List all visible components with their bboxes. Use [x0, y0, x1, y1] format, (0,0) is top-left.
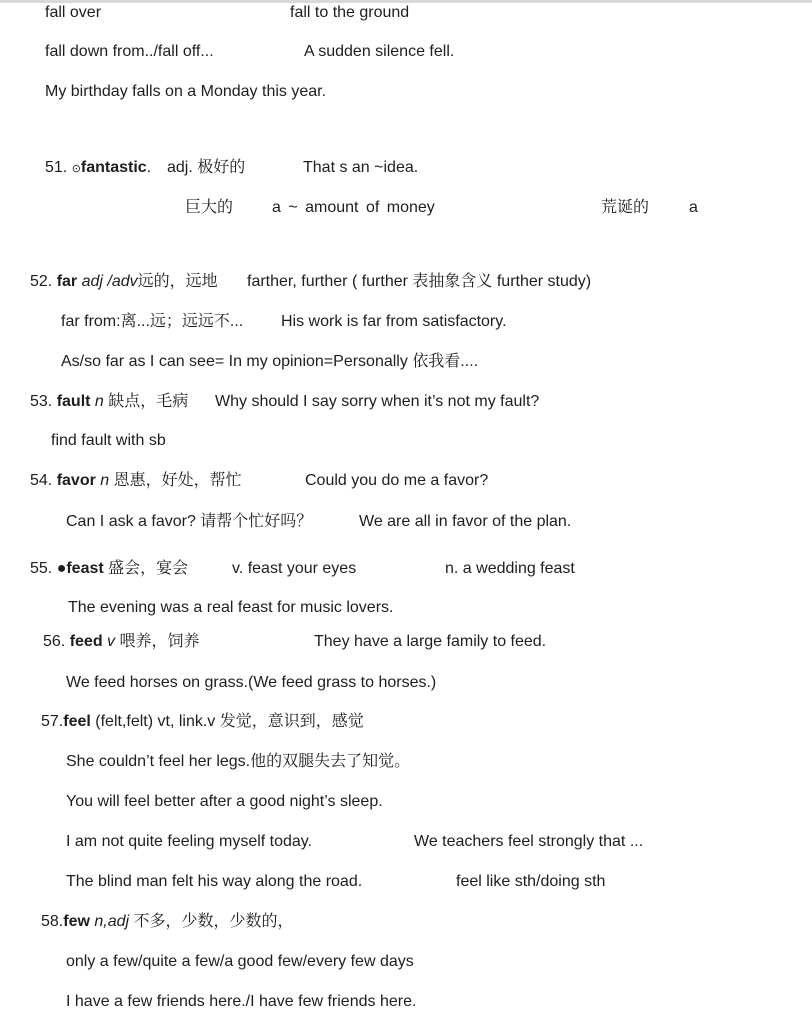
- meaning-cn: 不多，少数，少数的，: [129, 913, 294, 930]
- entry-number: 55.: [30, 560, 57, 577]
- entry-53-find-fault: find fault with sb: [51, 432, 166, 449]
- entry-52-head: [30, 272, 218, 292]
- phrase-fall-down-from: fall down from../fall off...: [45, 43, 214, 60]
- example-silence-fell: A sudden silence fell.: [304, 43, 455, 60]
- entry-56-example: They have a large family to feed.: [314, 633, 547, 650]
- entry-51-sub-example: a ~ amount of money: [272, 199, 435, 216]
- entry-52-as-far-as: As/so far as I can see= In my opinion=Personally 依我看....: [61, 353, 479, 370]
- entry-number: 57.: [41, 713, 64, 730]
- entry-54-ask-favor: Can I ask a favor? 请帮个忙好吗？: [66, 513, 313, 530]
- phrase-fall-over: fall over: [45, 4, 102, 21]
- entry-58-example: I have a few friends here./I have few friends here.: [66, 993, 417, 1010]
- entry-58-phrases: only a few/quite a few/a good few/every few days: [66, 953, 414, 970]
- entry-number: 54.: [30, 472, 57, 489]
- entry-number: 56.: [43, 633, 70, 650]
- entry-54-example: Could you do me a favor?: [305, 472, 489, 489]
- entry-number: 52.: [30, 273, 57, 290]
- entry-51-sub-cn: 巨大的: [185, 199, 234, 216]
- circle-mark-icon: ⊙: [71, 163, 81, 175]
- entry-51-example: That s an ~idea.: [303, 159, 419, 176]
- headword: feel: [63, 713, 91, 730]
- entry-51-pos: adj. 极好的: [167, 159, 246, 176]
- headword: favor: [56, 472, 96, 489]
- entry-55-verb-example: v. feast your eyes: [232, 560, 357, 577]
- part-of-speech: v: [102, 633, 116, 650]
- meaning-cn: 恩惠，好处，帮忙: [109, 472, 242, 489]
- headword: fantastic: [80, 159, 147, 176]
- entry-55-head: [30, 559, 188, 579]
- entry-52-example: farther, further ( further 表抽象含义 further study): [247, 273, 592, 290]
- headword: fault: [56, 393, 91, 410]
- entry-54-in-favor-of: We are all in favor of the plan.: [359, 513, 572, 530]
- forms-and-meaning: (felt,felt) vt, link.v 发觉，意识到，感觉: [90, 713, 364, 730]
- entry-57-example-myself: I am not quite feeling myself today.: [66, 833, 313, 850]
- entry-57-feel-like: feel like sth/doing sth: [456, 873, 606, 890]
- entry-53-head: [30, 392, 188, 412]
- headword: ●feast: [56, 560, 104, 577]
- entry-55-noun-example: n. a wedding feast: [445, 560, 575, 577]
- entry-51-head: [45, 158, 151, 179]
- part-of-speech: adj /adv: [77, 273, 138, 290]
- headword: few: [63, 913, 90, 930]
- entry-56-example-2: We feed horses on grass.(We feed grass to horses.): [66, 674, 437, 691]
- headword: far: [56, 273, 78, 290]
- entry-number: 53.: [30, 393, 57, 410]
- entry-57-example-sleep: You will feel better after a good night’s sleep.: [66, 793, 383, 810]
- entry-52-far-from: far from:离...远；远远不...: [61, 313, 244, 330]
- meaning-cn: 盛会，宴会: [103, 560, 189, 577]
- entry-54-head: [30, 471, 242, 491]
- entry-57-head: [41, 712, 364, 732]
- entry-56-head: [43, 632, 200, 652]
- entry-number: 58.: [41, 913, 64, 930]
- headword: feed: [69, 633, 103, 650]
- entry-53-example: Why should I say sorry when it’s not my fault?: [215, 393, 540, 410]
- entry-57-example-blind-man: The blind man felt his way along the road.: [66, 873, 363, 890]
- part-of-speech: n,adj: [89, 913, 130, 930]
- meaning-cn: 缺点，毛病: [103, 393, 189, 410]
- entry-57-example-legs: She couldn’t feel her legs.他的双腿失去了知觉。: [66, 753, 411, 770]
- meaning-cn: 喂养，饲养: [115, 633, 200, 650]
- headword-dot: .: [146, 159, 152, 176]
- entry-51-sub-cn2: 荒诞的: [601, 199, 650, 216]
- meaning-cn: 远的，远地: [137, 273, 218, 290]
- entry-57-example-strongly: We teachers feel strongly that ...: [414, 833, 644, 850]
- entry-52-example-2: His work is far from satisfactory.: [281, 313, 507, 330]
- entry-58-head: [41, 912, 294, 932]
- example-birthday-falls: My birthday falls on a Monday this year.: [45, 83, 327, 100]
- entry-51-sub-a: a: [689, 199, 698, 216]
- entry-55-example-2: The evening was a real feast for music lovers.: [68, 599, 394, 616]
- part-of-speech: n: [90, 393, 104, 410]
- entry-number: 51.: [45, 159, 72, 176]
- phrase-fall-to-ground: fall to the ground: [290, 4, 410, 21]
- part-of-speech: n: [95, 472, 110, 489]
